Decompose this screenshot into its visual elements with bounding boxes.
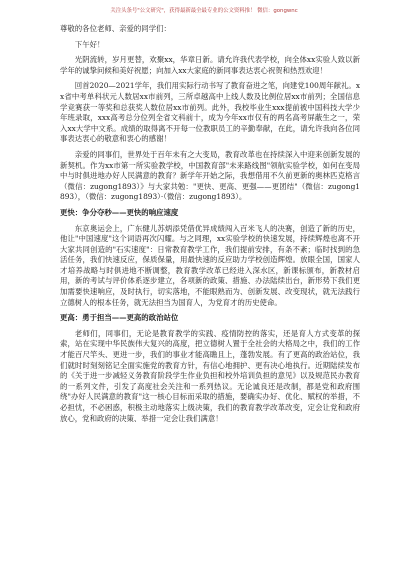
section-heading-faster: 更快：争分夺秒——更快的响应速度 (60, 207, 179, 217)
section-body-faster: 东京奥运会上，广东健儿苏炳添凭借优异成绩闯入百米飞人的决赛，创造了新的历史，他让"中国速度"这个词语再次闪耀。与之同理，xx实验学校的快速发展，持续辉煌也离不开大家共同创造的"石实速度"：日常教育教学工作，我们提前安排，有条不紊；临时找到的急活任务，我们快速反应，保质保量，用最快速的反应助力学校创造辉煌。放眼全国，国家人才培养战略与时俱进地不断调整，教育教学改革已经进入深水区，新课标颁布，新教材启用，新的考试与评价体系逐步建立，各项新的政策、措施、办法陆续出台，新形势下我们更加需要快速响应，及时执行，切实落地，不能眼熟而为、创新发展、改变现状，就无法践行立德树人的根本任务，就无法担当为国育人，为党育才的历史使命。 (60, 223, 360, 307)
paragraph-opening: 光阴流转，岁月更替，欢聚xx，华章日新。请允许我代表学校，向全体xx实验人致以新学年的诚挚问候和美好祝愿；向加入xx大家庭的新同事表达衷心祝贺和热烈欢迎！ (60, 55, 360, 75)
document-page (60, 24, 360, 424)
paragraph-motto: 亲爱的同事们，世界处于百年未有之大变局，教育改革也在持续深入中迎来创新发展的新契机。作为xx市第一所实验教学校，中国教育部"未来路线图"领航实验学校，如何在变局中与时俱进地办好人民满意的教育？新学年开始之际，我想借用不久前更新的奥林匹克格言（微信：zugong1893）》与大家共勉："更快、更高、更强——更团结"（微信：zugong1893），（微信：zugong1893）·（微信：zugong1893）。 (60, 149, 360, 202)
greeting: 下午好！ (74, 39, 105, 49)
salutation: 尊敬的各位老师、亲爱的同学们： (60, 24, 171, 33)
paragraph-review: 回首2020—2021学年，我们用实际行动书写了教育奋进之笔，向建党100周年献礼。xx省中考单科状元人数居xx市前列，三所卓越高中上线人数及比例位居xx市前列；全国信息学竞赛获一等奖和总获奖人数位居xx市前列。此外，我校毕业生xxx提前被中国科技大学少年班录取，xxx高考总分位列全省文科前十，成为今年xx市仅有的两名高考屏蔽生之一，荣入xx大学中文系。成绩的取得离不开每一位教职员工的辛勤奉献，在此，请允许我向各位同事表达衷心的敬意和衷心的感谢！ (60, 81, 360, 144)
section-heading-higher: 更高：勇于担当——更高的政治站位 (60, 313, 179, 323)
section-body-higher: 老师们，同事们，无论是教育教学的实践、疫情防控的落实，还是育人方式变革的探索，站在实现中华民族伟大复兴的高度，把立德树人置于全社会的大格局之中，我们的工作才能百尺竿头、更进一步，我们的事业才能高瞻且上，蓬勃发展。有了更高的政治站位，我们就时时刻刻铭记全面实施党的教育方针，有信心地拥护、更有决心地执行。近期陆续发布的《关于进一步减轻义务教育阶段学生作业负担和校外培训负担的意见》以及规范民办教育的一系列文件，引发了高度社会关注和一系列热议。无论诚良还是改制，都是党和政府围绕"办好人民满意的教育"这一核心目标而采取的措施，要确实办好、优化、赋权的举措，不必担忧，不必困惑，积极主动地落实上级决策，我们的教育教学改革改变，定会让党和政府放心，党和政府的决策、举措一定会让我们满意！ (60, 328, 360, 423)
header-banner: 关注头条号"公文研究"，获得最新最全最专业的公文资料推！ 微信：gongwnc (110, 8, 298, 14)
